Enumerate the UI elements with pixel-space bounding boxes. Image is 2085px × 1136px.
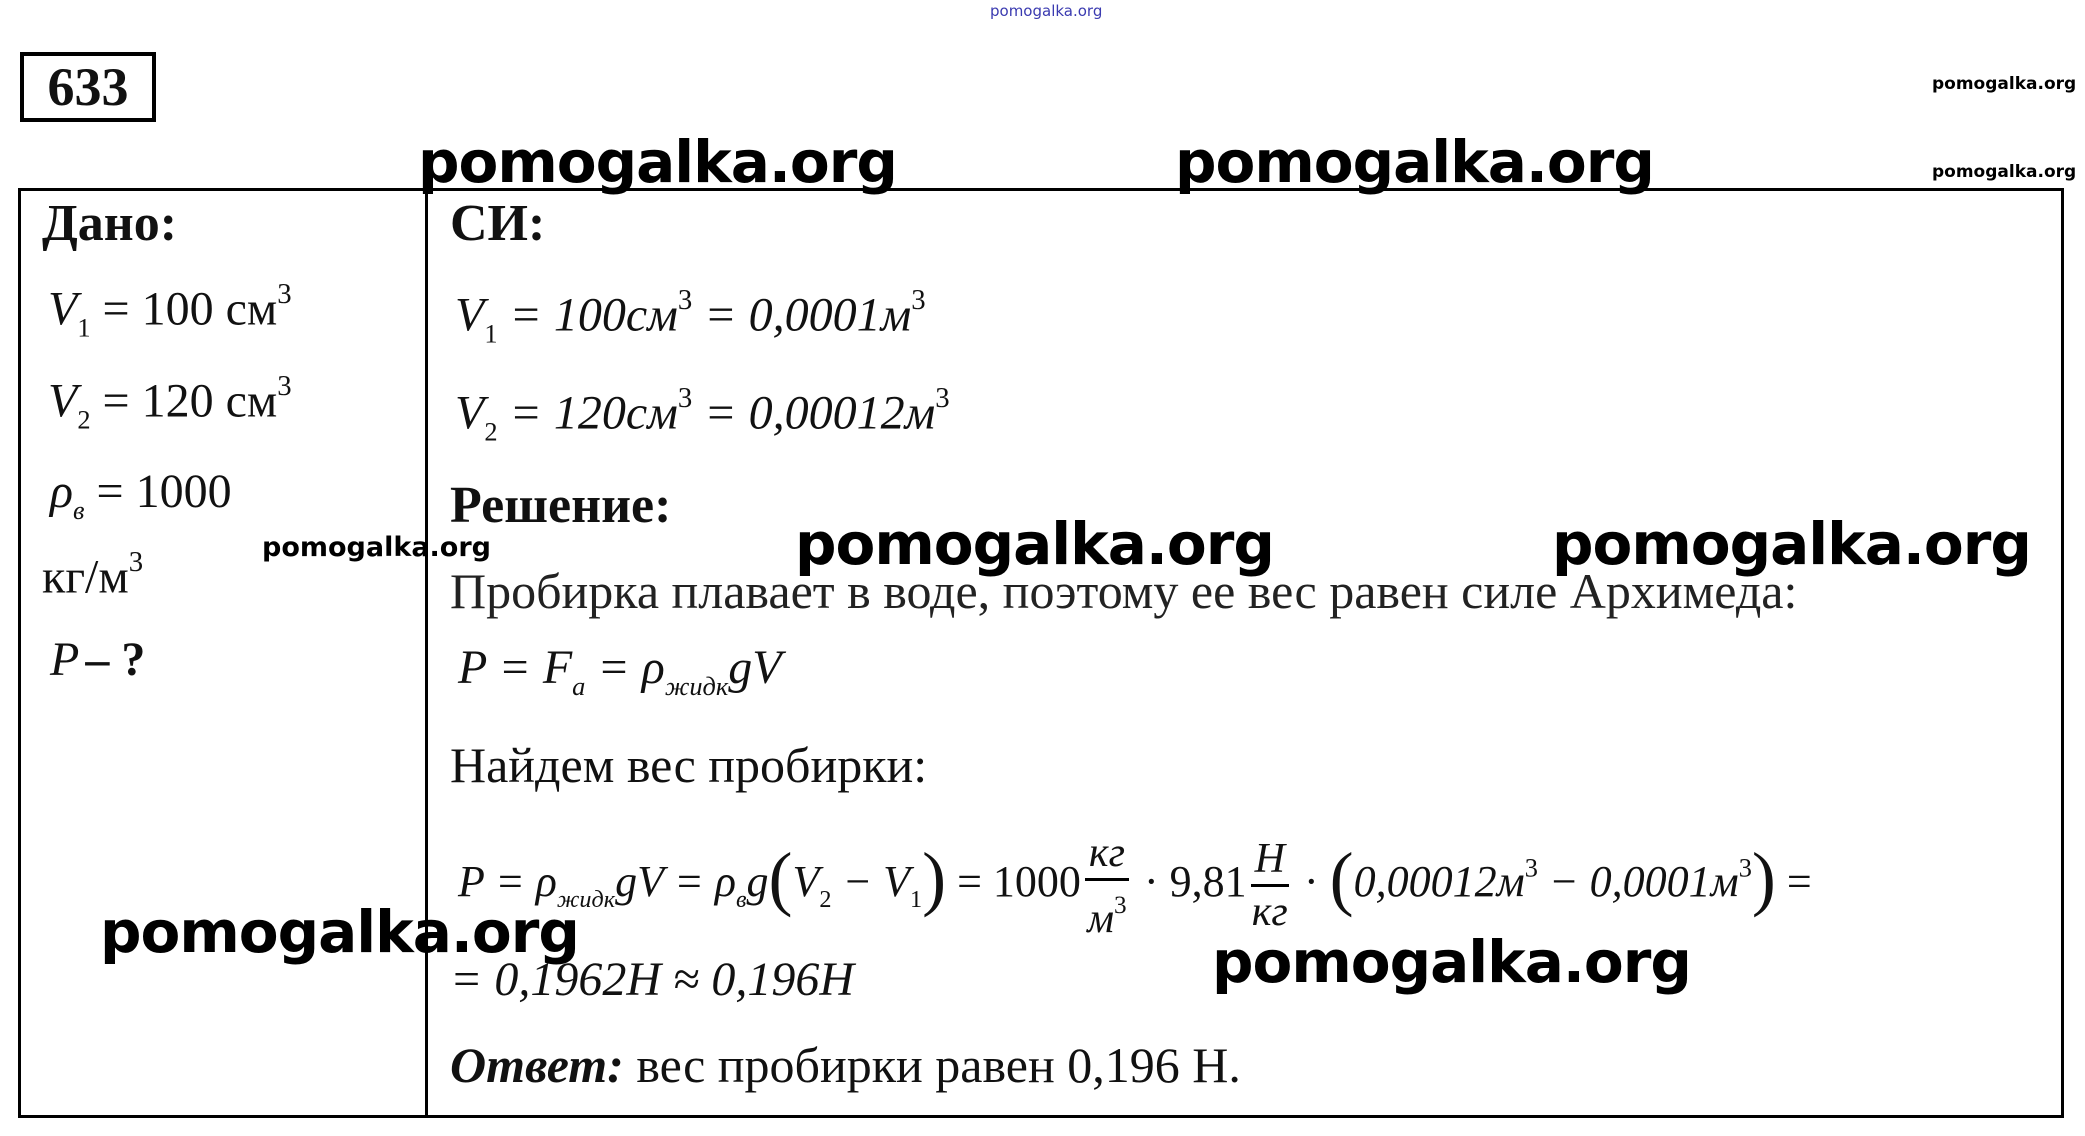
si-line-1: $V_1 = 100см^3 = 0,0001м^3$ — [455, 284, 926, 349]
given-rho: $\rho_в = 1000$ — [50, 465, 232, 525]
given-v2: $V_2 = 120$ $см^3$ — [48, 370, 292, 435]
watermark-bottom-left: pomogalka.org — [100, 898, 579, 966]
watermark-top-right: pomogalka.org — [1932, 74, 2077, 94]
si-line-2: $V_2 = 120см^3 = 0,00012м^3$ — [455, 382, 950, 447]
formula-weight: $P = \rho_{жидк}gV = \rho_вg(V_2 - V_1) = 1000$ $\frac{кг}{м^3}$ · 9,81 $\frac{Н}{кг}$ · $(0,00012м^3 - 0,0001м^3)$ = — [458, 830, 1812, 942]
watermark-solution-left: pomogalka.org — [795, 510, 1274, 578]
solution-text-2: Найдем вес пробирки: — [450, 737, 928, 793]
answer: Ответ: вес пробирки равен 0,196 Н. — [450, 1037, 1241, 1093]
si-heading: СИ: — [450, 195, 546, 252]
watermark-header-left: pomogalka.org — [418, 128, 897, 196]
formula-result: = 0,1962Н ≈ 0,196Н — [450, 953, 855, 1006]
fraction-n-kg: $\frac{Н}{кг}$ — [1251, 836, 1288, 936]
watermark-top-right-2: pomogalka.org — [1932, 162, 2077, 182]
watermark-top: pomogalka.org — [990, 2, 1103, 20]
given-v1: $V_1 = 100$ $см^3$ — [48, 278, 292, 343]
formula-archimedes: $P = F_а = \rho_{жидк}gV$ — [458, 641, 782, 701]
solution-box — [18, 188, 2064, 1118]
watermark-solution-right: pomogalka.org — [1552, 510, 2031, 578]
given-heading: Дано: — [42, 195, 178, 252]
solution-heading: Решение: — [450, 477, 672, 534]
given-find: P – ? — [50, 633, 146, 686]
watermark-given: pomogalka.org — [262, 532, 491, 563]
problem-number: 633 — [20, 52, 156, 122]
watermark-bottom-center: pomogalka.org — [1212, 928, 1691, 996]
fraction-kg-m3: $\frac{кг}{м^3}$ — [1085, 828, 1129, 944]
given-rho-unit: $кг/м^3$ — [42, 546, 144, 604]
watermark-header-right: pomogalka.org — [1175, 128, 1654, 196]
solution-text-1: Пробирка плавает в воде, поэтому ее вес равен силе Архимеда: — [450, 563, 1798, 619]
column-divider — [425, 188, 428, 1118]
